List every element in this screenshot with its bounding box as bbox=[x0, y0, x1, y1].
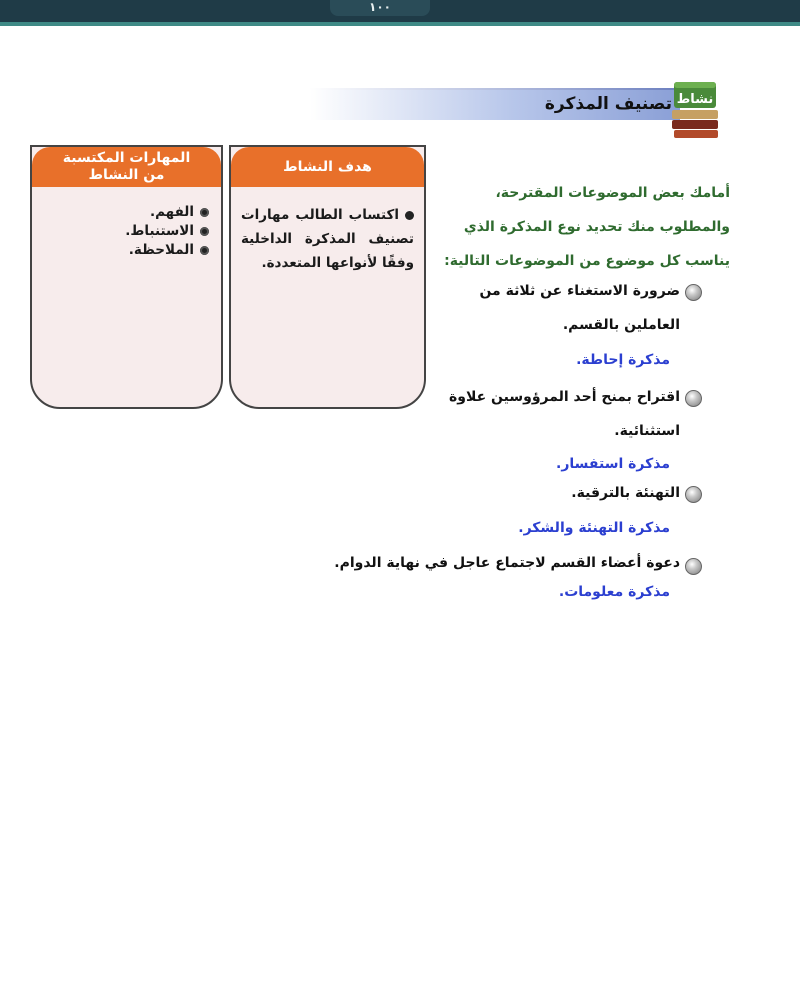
bullet-icon bbox=[200, 208, 209, 217]
intro-text bbox=[430, 176, 730, 278]
answer-2: مذكرة استفسار. bbox=[556, 456, 670, 472]
bullet-icon bbox=[200, 246, 209, 255]
goal-text-wrap bbox=[231, 187, 424, 275]
skill-item: الفهم. bbox=[32, 203, 209, 222]
intro-line: أمامك بعض الموضوعات المقترحة، bbox=[495, 185, 730, 201]
skill-item: الاستنباط. bbox=[32, 222, 209, 241]
question-bullet-icon bbox=[685, 284, 702, 301]
activity-badge: نشاط bbox=[676, 92, 714, 107]
question-2: اقتراح بمنح أحد المرؤوسين علاوة استثنائية. bbox=[449, 389, 680, 439]
question-bullet-icon bbox=[685, 390, 702, 407]
skills-heading bbox=[32, 147, 221, 187]
skill-item: الملاحظة. bbox=[32, 241, 209, 260]
skills-box bbox=[30, 145, 223, 409]
question-bullet-icon bbox=[685, 486, 702, 503]
intro-line: والمطلوب منك تحديد نوع المذكرة الذي bbox=[463, 219, 730, 235]
goal-heading: هدف النشاط bbox=[231, 147, 424, 187]
goal-text: اكتساب الطالب مهارات تصنيف المذكرة الداخلية وفقًا لأنواعها المتعددة. bbox=[241, 207, 414, 271]
top-band-accent bbox=[0, 22, 800, 26]
answer-1: مذكرة إحاطة. bbox=[576, 352, 670, 368]
question-4: دعوة أعضاء القسم لاجتماع عاجل في نهاية الدوام. bbox=[334, 555, 680, 571]
bullet-icon bbox=[200, 227, 209, 236]
goal-bullet-icon bbox=[405, 211, 414, 220]
activity-books-icon bbox=[670, 72, 720, 142]
skills-list bbox=[32, 187, 221, 260]
question-1: ضرورة الاستغناء عن ثلاثة من العاملين بالقسم. bbox=[479, 283, 680, 333]
goal-box bbox=[229, 145, 426, 409]
question-3: التهنئة بالترقية. bbox=[571, 485, 680, 501]
answer-4: مذكرة معلومات. bbox=[558, 584, 670, 600]
activity-title: تصنيف المذكرة bbox=[544, 94, 672, 114]
question-bullet-icon bbox=[685, 558, 702, 575]
page-number: ١٠٠ bbox=[330, 0, 430, 16]
answer-3: مذكرة التهنئة والشكر. bbox=[518, 520, 670, 536]
skills-heading-line2: من النشاط bbox=[88, 167, 165, 183]
intro-line: يناسب كل موضوع من الموضوعات التالية: bbox=[444, 253, 730, 269]
skills-heading-line1: المهارات المكتسبة bbox=[62, 150, 191, 166]
